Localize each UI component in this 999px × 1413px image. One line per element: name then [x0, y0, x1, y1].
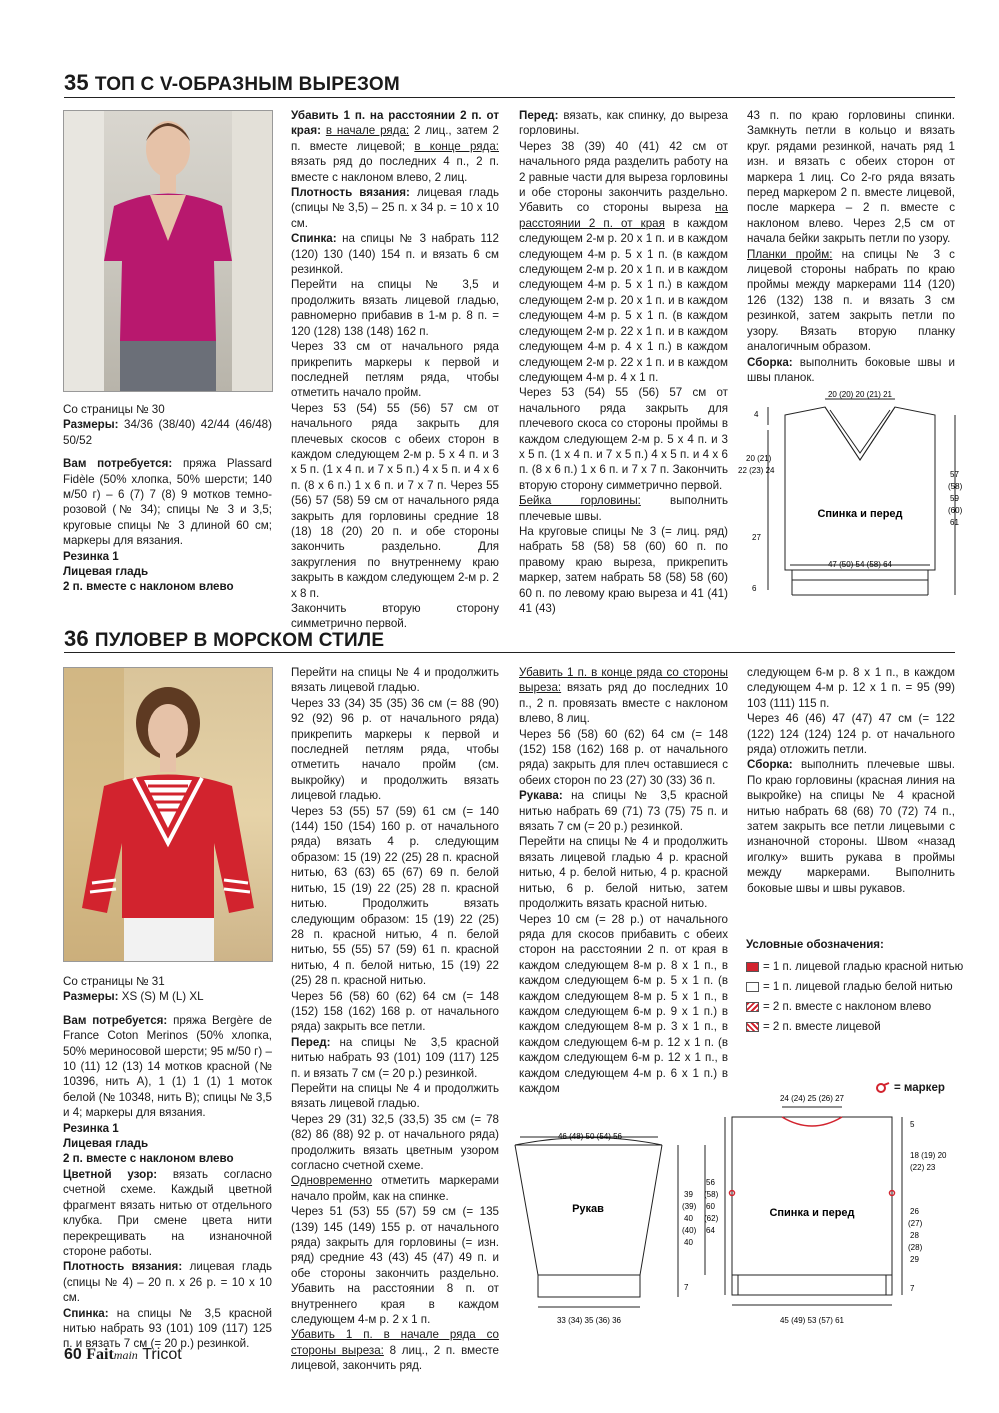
dim-right-0: 57 — [950, 470, 959, 479]
dim-top: 20 (20) 20 (21) 21 — [827, 390, 893, 399]
paragraph: Перейти на спицы № 3,5 и продолжить вязать лицевой гладью, равномерно прибавив в 1-м р. 8 п. = 120 (128) 138 (148) 162 п. — [291, 278, 499, 338]
section-35-title — [64, 70, 400, 96]
paragraph: Перейти на спицы № 4 и продолжить вязать лицевой гладью. — [291, 666, 499, 695]
dim-body-r2-1: (27) — [908, 1219, 923, 1228]
legend-item-ssk — [746, 1001, 931, 1013]
dim-right-4: 61 — [950, 518, 959, 527]
dim-sleeve-left-2: 40 — [684, 1214, 693, 1223]
underlined-text: Убавить 1 п. в конце ряда со стороны выреза: — [519, 666, 728, 695]
assembly-text: выполнить плечевые швы. По краю горловины (красная линия на выкройке) на спицы № 4 красной нитью набрать 68 (68) 70 (72) 74 п., затем закрыть все петли лицевыми с изнаночной стороны. Швом «назад иголку» вшить рукава в проймы между маркерами. Выполнить боковые швы и швы рукавов. — [747, 758, 955, 895]
dim-left-1: 20 (21) — [746, 454, 772, 463]
paragraph: вязать ряд до последних 10 п., 2 п. провязать вместе с наклоном влево, 8 лиц. — [519, 681, 728, 726]
ssk-swatch-icon — [746, 1002, 759, 1012]
white-swatch-icon — [746, 982, 759, 992]
dim-body-r1-1: (22) 23 — [910, 1163, 936, 1172]
dim-27: 27 — [752, 533, 761, 542]
materials-label: Вам потребуется: — [63, 1013, 168, 1027]
body-label: Спинка и перед — [769, 1207, 855, 1219]
armhole-band-text: на спицы № 3 с лицевой стороны набрать по краю проймы между маркерами 114 (120) 126 (132) 138 п. и вязать 3 см резинкой, затем закрыть петли по узору. Вязать вторую планку аналогичным образом. — [747, 247, 955, 354]
dim-sleeve-left-3: (40) — [682, 1226, 697, 1235]
legend-text: = 1 п. лицевой гладью красной нитью — [763, 961, 964, 973]
s35-column-3 — [519, 108, 728, 616]
paragraph: Через 53 (54) 55 (56) 57 см от начального ряда закрыть для плечевых скосов с обеих сторон в каждом следующем 2-м р. 5 х 4 п. и 3 х 5 п. (1 х 4 п. и 7 х 5 п.) 4 х 5 п. и 4 х 6 п. (8 х 6 п.) 1 х 6 п. и 7 х 7 п. Через 55 (56) 57 (58) 59 см от начального ряда закрыть для горловины средние 18 (18) 18 (20) 20 п. и обе стороны закончить раздельно. Для закругления по внутреннему краю закрыть в каждом следующем 2-м р. 2 х 8 п. — [291, 401, 499, 600]
dim-4: 4 — [754, 410, 759, 419]
marker-text: = маркер — [894, 1082, 945, 1094]
stitch-2: Лицевая гладь — [63, 1137, 149, 1151]
from-page: Со страницы № 30 — [63, 403, 165, 416]
stitch-2: Лицевая гладь — [63, 565, 149, 579]
paragraph: Перейти на спицы № 4 и продолжить вязать лицевой гладью. — [291, 1081, 499, 1111]
back-label: Спинка: — [291, 232, 337, 246]
paragraph: Через 56 (58) 60 (62) 64 см (= 148 (152) 158 (162) 168 р. от начального ряда) закрыть все петли. — [291, 989, 499, 1034]
row-end-label: в конце ряда: — [414, 139, 499, 153]
stitch-1: Резинка 1 — [63, 1121, 119, 1135]
section-36-title — [64, 626, 384, 652]
underlined-text: Одновременно — [291, 1174, 373, 1188]
colorwork-text: вязать согласно счетной схеме. Каждый цветной фрагмент вязать нитью от отдельного клубка. При смене цвета нити перекрещивать на изнаночной стороне работы. — [63, 1167, 272, 1258]
paragraph: 43 п. по краю горловины спинки. Замкнуть петли в кольцо и вязать круг. рядами резинкой, начать ряд 1 изн. и вязать с обеих сторон от маркера 1 лиц. Со 2-го ряда вязать перед маркером 2 п. вместе лицевой, после маркера – 2 п. вместе с наклоном влево. Через 2,5 см от начала бейки закрыть петли по узору. — [747, 109, 955, 246]
gauge-text: лицевая гладь (спицы № 4) – 20 п. х 26 р. = 10 х 10 см. — [63, 1260, 272, 1305]
paragraph: отметить маркерами начало пройм, как на спинке. — [291, 1174, 499, 1203]
paragraph: Через 33 см от начального ряда прикрепить маркеры к первой и последней петлям ряда, чтобы отметить начало пройм. — [291, 340, 499, 400]
stitch-1: Резинка 1 — [63, 549, 119, 563]
sleeves-label: Рукава: — [519, 789, 563, 803]
dim-sleeve-left-0: 39 — [684, 1190, 693, 1199]
paragraph: Через 56 (58) 60 (62) 64 см (= 148 (152) 158 (162) 168 р. от начального ряда) закрыть для плеч оставшиеся с обеих сторон по 23 (27) 30 (33) 36 п. — [519, 727, 728, 787]
section-number: 36 — [64, 626, 89, 651]
dim-sleeve-bottom: 33 (34) 35 (36) 36 — [556, 1316, 622, 1325]
s36-column-4 — [747, 665, 955, 896]
sizes: 34/36 (38/40) 42/44 (46/48) 50/52 — [63, 418, 272, 447]
legend-text: = 2 п. вместе лицевой — [763, 1021, 881, 1033]
dim-6: 6 — [752, 584, 757, 593]
front-label: Перед: — [519, 109, 559, 122]
s35-schematic — [730, 385, 970, 600]
gauge-label: Плотность вязания: — [291, 186, 410, 200]
back-text: на спицы № 3,5 красной нитью набрать 93 (101) 109 (117) 125 п. и вязать 7 см (= 20 р.) резинкой. — [63, 1306, 272, 1351]
section-rule — [64, 97, 955, 98]
decrease-heading: Убавить 1 п. на расстоянии 2 п. от края: — [291, 109, 499, 138]
section-title-text: ТОП С V-ОБРАЗНЫМ ВЫРЕЗОМ — [94, 74, 400, 95]
assembly-text: выполнить боковые швы и швы планок. — [747, 355, 955, 384]
legend-item-k2tog — [746, 1021, 881, 1033]
dim-sleeve-right-2: 60 — [706, 1202, 715, 1211]
paragraph: Через 38 (39) 40 (41) 42 см от начального ряда разделить работу на 2 равные части для выреза горловины и обе стороны закончить раздельно. Убавить со стороны выреза — [519, 139, 728, 215]
section-title-text: ПУЛОВЕР В МОРСКОМ СТИЛЕ — [94, 630, 385, 651]
dim-sleeve-right-3: (62) — [704, 1214, 719, 1223]
paragraph: Через 33 (34) 35 (35) 36 см (= 88 (90) 92 (92) 96 р. от начального ряда) прикрепить маркеры к первой и последней петлям ряда, чтобы отметить начало пройм (см. выкройку) и продолжить вязать лицевой гладью. — [291, 696, 499, 803]
stitch-3: 2 п. вместе с наклоном влево — [63, 580, 234, 594]
s36-column-3 — [519, 665, 728, 1096]
paragraph: Закончить вторую сторону симметрично первой. — [291, 602, 499, 631]
dim-sleeve-7: 7 — [684, 1283, 689, 1292]
brand-name: Fait — [86, 1346, 114, 1363]
neckband-text: выполнить плечевые швы. — [519, 494, 728, 523]
k2tog-swatch-icon — [746, 1022, 759, 1032]
model-photo-sailor-pullover — [63, 667, 273, 962]
page-number: 60 — [64, 1346, 82, 1363]
row-start-label: в начале ряда: — [325, 124, 410, 138]
underlined-text: Убавить 1 п. в начале ряда со стороны выреза: — [291, 1328, 499, 1357]
paragraph: Через 29 (31) 32,5 (33,5) 35 см (= 78 (82) 86 (88) 92 р. от начального ряда) продолжить вязать цветным узором согласно счетной схеме. — [291, 1112, 499, 1172]
front-text: на спицы № 3,5 красной нитью набрать 93 (101) 109 (117) 125 п. и вязать 7 см (= 20 р.) резинкой. — [291, 1035, 499, 1080]
paragraph: в каждом следующем 2-м р. 20 х 1 п. и в каждом следующем 4-м р. 5 х 1 п. (в каждом следующем 2-м р. 20 х 1 п. и в каждом следующем 4-м р. 5 х 1 п.) в каждом следующем 2-м р. 20 х 1 п. и в каждом следующем 4-м р. 5 х 1 п. (в каждом следующем 2-м р. 22 х 1 п. и в каждом следующем 4-м р. 4 х 1 п.) в каждом следующем 2-м р. 22 х 1 п. и в каждом следующем 4-м р. 4 х 1 п. — [519, 216, 728, 384]
dim-body-r1-0: 18 (19) 20 — [910, 1151, 947, 1160]
armhole-band-label: Планки пройм: — [747, 247, 833, 261]
legend-text: = 1 п. лицевой гладью белой нитью — [763, 981, 953, 993]
neckband-label: Бейка горловины: — [519, 494, 641, 508]
sizes-label: Размеры: — [63, 990, 119, 1004]
dim-body-r2-4: 29 — [910, 1255, 919, 1264]
s35-info-column — [63, 402, 272, 595]
sleeve-schematic — [510, 1125, 725, 1330]
page-footer — [64, 1346, 182, 1364]
paragraph: Через 53 (54) 55 (56) 57 см от начального ряда закрыть для плечевого скоса со стороны проймы в каждом следующем 2-м р. 5 х 4 п. и 3 х 5 п. (1 х 4 п. и 7 х 5 п.) 4 х 5 п. и 4 х 6 п. (8 х 6 п.) 1 х 6 п. и 7 х 7 п. Закончить вторую сторону симметрично первой. — [519, 386, 728, 492]
materials-label: Вам потребуется: — [63, 457, 173, 471]
paragraph: Через 46 (46) 47 (47) 47 см (= 122 (122) 124 (124) 124 р. от начального ряда) отложить петли. — [747, 712, 955, 757]
gauge-text: лицевая гладь (спицы № 3,5) – 25 п. х 34 р. = 10 х 10 см. — [291, 186, 499, 230]
dim-body-r2-0: 26 — [910, 1207, 919, 1216]
brand-tricot: Tricot — [142, 1346, 182, 1363]
materials: пряжа Plassard Fidèle (50% хлопка, 50% шерсти; 140 м/50 г) – 6 (7) 7 (8) 9 мотков темно-розовой (№ 34); спицы № 3 и 3,5; круговые спицы № 3 длиной 60 см; маркеры для вязания. — [63, 457, 272, 548]
sizes: XS (S) M (L) XL — [121, 990, 204, 1004]
paragraph: Через 10 см (= 28 р.) от начального ряда для скосов прибавить с обеих сторон на расстоянии 2 п. от края в каждом следующем 8-м р. 8 х 1 п., в каждом следующем 6-м р. 5 х 1 п. (в каждом следующем 8-м р. 5 х 1 п., в каждом следующем 6-м р. 9 х 1 п.) в каждом следующем 8-м р. 3 х 1 п., в каждом следующем 6-м р. 12 х 1 п. (в каждом следующем 6-м р. 12 х 1 п., в каждом следующем 4-м р. 6 х 1 п.) в каждом — [519, 912, 728, 1095]
dim-sleeve-right-1: (58) — [704, 1190, 719, 1199]
row-end-text: вязать ряд до последних 4 п., 2 п. вместе с наклоном влево, 2 лиц. — [291, 155, 499, 184]
from-page: Со страницы № 31 — [63, 975, 165, 988]
dim-body-bottom: 45 (49) 53 (57) 61 — [779, 1316, 845, 1325]
dim-sleeve-right-0: 56 — [706, 1178, 715, 1187]
section-rule — [64, 652, 955, 653]
model-photo-v-neck-top — [63, 110, 273, 392]
paragraph: На круговые спицы № 3 (= лиц. ряд) набрать 58 (58) 58 (60) 60 п. по правому краю выреза, прикрепить маркер, затем набрать 58 (58) 58 (60) 60 п. по левому краю выреза и 41 (41) 41 (43) — [519, 524, 728, 615]
front-text: вязать, как спинку, до выреза горловины. — [519, 109, 728, 138]
dim-body-r2-3: (28) — [908, 1243, 923, 1252]
gauge-label: Плотность вязания: — [63, 1260, 183, 1274]
row-start-text: 2 лиц., затем 2 п. вместе лицевой; — [291, 124, 499, 153]
paragraph: Через 53 (55) 57 (59) 61 см (= 140 (144) 150 (154) 160 р. от начального ряда) вязать 4 р. следующим образом: 15 (19) 22 (25) 28 п. красной нитью, 63 (63) 65 (67) 69 п. белой нитью, 15 (19) 22 (25) 28 п. красной нитью. Продолжить вязать следующим образом: 15 (19) 22 (25) 28 п. красной нитью, 4 п. белой нитью, 55 (55) 57 (59) 61 п. красной нитью, 4 п. белой нитью, 15 (19) 22 (25) 28 п. красной нитью. — [291, 804, 499, 988]
colorwork-label: Цветной узор: — [63, 1167, 158, 1181]
dim-right-1: (58) — [948, 482, 963, 491]
dim-sleeve-left-1: (39) — [682, 1202, 697, 1211]
dim-right-3: (60) — [948, 506, 963, 515]
back-text: на спицы № 3 набрать 112 (120) 130 (140) 154 п. и вязать 6 см резинкой. — [291, 232, 499, 277]
dim-left-2: 22 (23) 24 — [738, 466, 775, 475]
section-number: 35 — [64, 70, 89, 95]
s36-column-2 — [291, 665, 499, 1374]
legend-title: Условные обозначения: — [746, 939, 884, 951]
dim-sleeve-right-4: 64 — [706, 1226, 715, 1235]
dim-body-r2-2: 28 — [910, 1231, 919, 1240]
dim-body-7: 7 — [910, 1284, 915, 1293]
dim-body-5: 5 — [910, 1120, 915, 1129]
dim-sleeve-left-4: 40 — [684, 1238, 693, 1247]
brand-main: main — [113, 1348, 138, 1362]
pattern-label: Спинка и перед — [817, 508, 903, 520]
dim-right-2: 59 — [950, 494, 959, 503]
s35-column-4 — [747, 108, 955, 385]
dim-sleeve-top: 46 (48) 50 (54) 56 — [557, 1132, 623, 1141]
dim-body-top: 24 (24) 25 (26) 27 — [779, 1094, 845, 1103]
legend-text: = 2 п. вместе с наклоном влево — [763, 1001, 932, 1013]
dim-bottom: 47 (50) 54 (58) 64 — [827, 560, 893, 569]
assembly-label: Сборка: — [747, 758, 793, 772]
assembly-label: Сборка: — [747, 355, 793, 369]
legend-item-white — [746, 981, 953, 993]
sleeve-label: Рукав — [572, 1203, 604, 1215]
s36-body-schematic — [720, 1085, 960, 1330]
neckline-red-line — [782, 1117, 842, 1126]
pattern-outline — [785, 407, 935, 570]
paragraph: Перейти на спицы № 4 и продолжить вязать лицевой гладью 4 р. красной нитью, 4 р. белой нитью, 4 р. красной нитью, 6 р. белой нитью, затем продолжить вязать красной нитью. — [519, 835, 728, 911]
sizes-label: Размеры: — [63, 418, 119, 432]
model-illustration — [64, 668, 272, 961]
back-label: Спинка: — [63, 1306, 109, 1320]
sleeves-text: на спицы № 3,5 красной нитью набрать 69 (71) 73 (75) 75 п. и вязать 7 см (= 20 р.) резинкой. — [519, 789, 728, 834]
underlined-text: на расстоянии 2 п. от края — [519, 201, 728, 230]
red-swatch-icon — [746, 962, 759, 972]
paragraph: следующем 6-м р. 8 х 1 п., в каждом следующем 4-м р. 12 х 1 п. = 95 (99) 103 (111) 115 п. — [747, 666, 955, 710]
front-label: Перед: — [291, 1035, 331, 1049]
paragraph: Через 51 (53) 55 (57) 59 см (= 135 (139) 145 (149) 155 р. от начального ряда) закрыть для горловины (= изн. ряд) средние 43 (43) 45 (47) 49 п. и обе стороны закончить раздельно. Убавить на расстоянии 8 п. от внутреннего края в каждом следующем 4-м р. 2 х 1 п. — [291, 1205, 499, 1327]
paragraph: 8 лиц., 2 п. вместе лицевой, закончить ряд. — [291, 1343, 499, 1373]
stitch-3: 2 п. вместе с наклоном влево — [63, 1152, 234, 1166]
materials: пряжа Bergère de France Coton Merinos (50% хлопка, 50% мериносовой шерсти; 95 м/50 г) – 10 (11) 12 (13) 14 мотков красной (№ 10396, нить А), 1 (1) 1 (1) 1 моток белой (№ 10348, нить В); спицы № 3,5 и 4; маркеры для вязания. — [63, 1013, 272, 1120]
s36-info-column — [63, 974, 272, 1352]
model-illustration — [64, 111, 272, 391]
legend-item-red — [746, 961, 963, 973]
s35-column-2 — [291, 108, 499, 632]
